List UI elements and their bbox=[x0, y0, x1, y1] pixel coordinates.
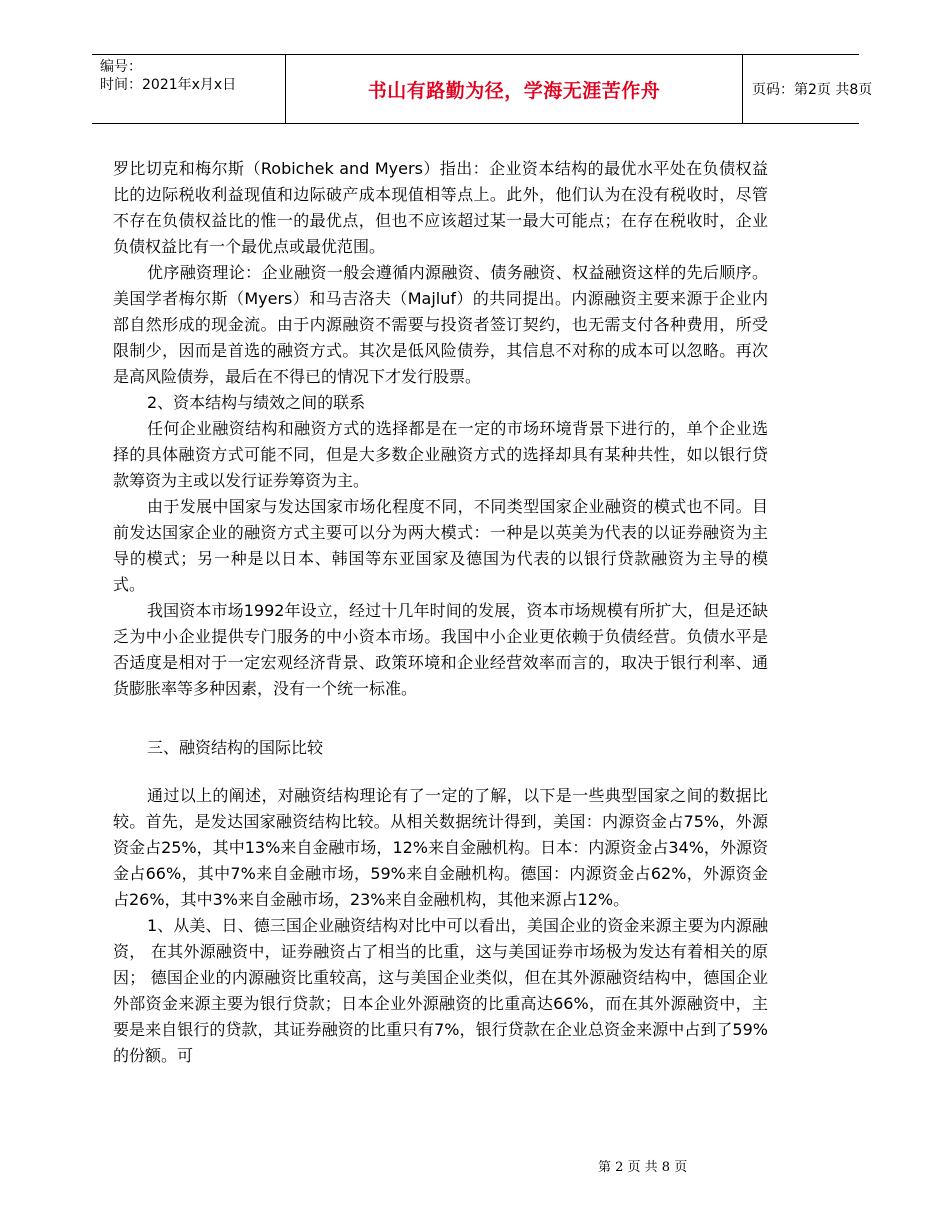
header-meta-cell bbox=[92, 55, 285, 123]
paragraph-financing-models: 由于发展中国家与发达国家市场化程度不同，不同类型国家企业融资的模式也不同。目前发达国家企业的融资方式主要可以分为两大模式：一种是以英美为代表的以证券融资为主导的模式；另一种是以日本、韩国等东亚国家及德国为代表的以银行贷款融资为主导的模式。 bbox=[113, 497, 768, 594]
header-page-cell bbox=[742, 55, 873, 123]
section-heading-3: 三、融资结构的国际比较 bbox=[147, 738, 324, 757]
paragraph-data-comparison: 通过以上的阐述，对融资结构理论有了一定的了解，以下是一些典型国家之间的数据比较。首先，是发达国家融资结构比较。从相关数据统计得到，美国：内源资金占75%，外源资金占25%，其中13%来自金融市场，12%来自金融机构。日本：内源资金占34%，外源资金占66%，其中7%来自金融市场，59%来自金融机构。德国：内源资金占62%，外源资金占26%，其中3%来自金融市场，23%来自金融机构，其他来源占12%。 bbox=[113, 786, 768, 909]
paragraph-china-market: 我国资本市场1992年设立，经过十几年时间的发展，资本市场规模有所扩大，但是还缺乏为中小企业提供专门服务的中小资本市场。我国中小企业更依赖于负债经营。负债水平是否适度是相对于一定宏观经济背景、政策环境和企业经营效率而言的，取决于银行利率、通货膨胀率等多种因素，没有一个统一标准。 bbox=[113, 601, 768, 698]
footer-page-number: 第 2 页 共 8 页 bbox=[598, 1160, 688, 1175]
header-page-info: 页码：第2页 共8页 bbox=[752, 82, 873, 98]
document-number-label: 编号： bbox=[100, 59, 142, 75]
document-body bbox=[113, 156, 768, 1069]
paragraph-robichek-myers: 罗比切克和梅尔斯（Robichek and Myers）指出：企业资本结构的最优水平处在负债权益比的边际税收利益现值和边际破产成本现值相等点上。此外，他们认为在没有税收时，尽管不存在负债权益比的惟一的最优点，但也不应该超过某一最大可能点；在存在税收时，企业负债权益比有一个最优点或最优范围。 bbox=[113, 159, 768, 256]
section-heading-2: 2、资本结构与绩效之间的联系 bbox=[147, 393, 366, 412]
header-motto-cell bbox=[285, 55, 743, 123]
paragraph-three-country-comparison: 1、从美、日、德三国企业融资结构对比中可以看出，美国企业的资金来源主要为内源融资， 在其外源融资中，证券融资占了相当的比重，这与美国证券市场极为发达有着相关的原因； 德国企业的内源融资比重较高，这与美国企业类似，但在其外源融资结构中，德国企业外部资金来源主要为银行贷款；日本企业外源融资的比重高达66%，而在其外源融资中，主要是来自银行的贷款，其证券融资的比重只有7%，银行贷款在企业总资金来源中占到了59%的份额。可 bbox=[113, 916, 768, 1065]
paragraph-financing-choice: 任何企业融资结构和融资方式的选择都是在一定的市场环境背景下进行的，单个企业选择的具体融资方式可能不同，但是大多数企业融资方式的选择却具有某种共性，如以银行贷款筹资为主或以发行证券筹资为主。 bbox=[113, 419, 768, 490]
header-motto: 书山有路勤为径，学海无涯苦作舟 bbox=[367, 79, 661, 102]
paragraph-pecking-order: 优序融资理论：企业融资一般会遵循内源融资、债务融资、权益融资这样的先后顺序。美国学者梅尔斯（Myers）和马吉洛夫（Majluf）的共同提出。内源融资主要来源于企业内部自然形成的现金流。由于内源融资不需要与投资者签订契约，也无需支付各种费用，所受限制少，因而是首选的融资方式。其次是低风险债券，其信息不对称的成本可以忽略。再次是高风险债券，最后在不得已的情况下才发行股票。 bbox=[113, 263, 768, 386]
document-time-label: 时间：2021年x月x日 bbox=[100, 77, 237, 93]
page-header bbox=[92, 54, 873, 124]
